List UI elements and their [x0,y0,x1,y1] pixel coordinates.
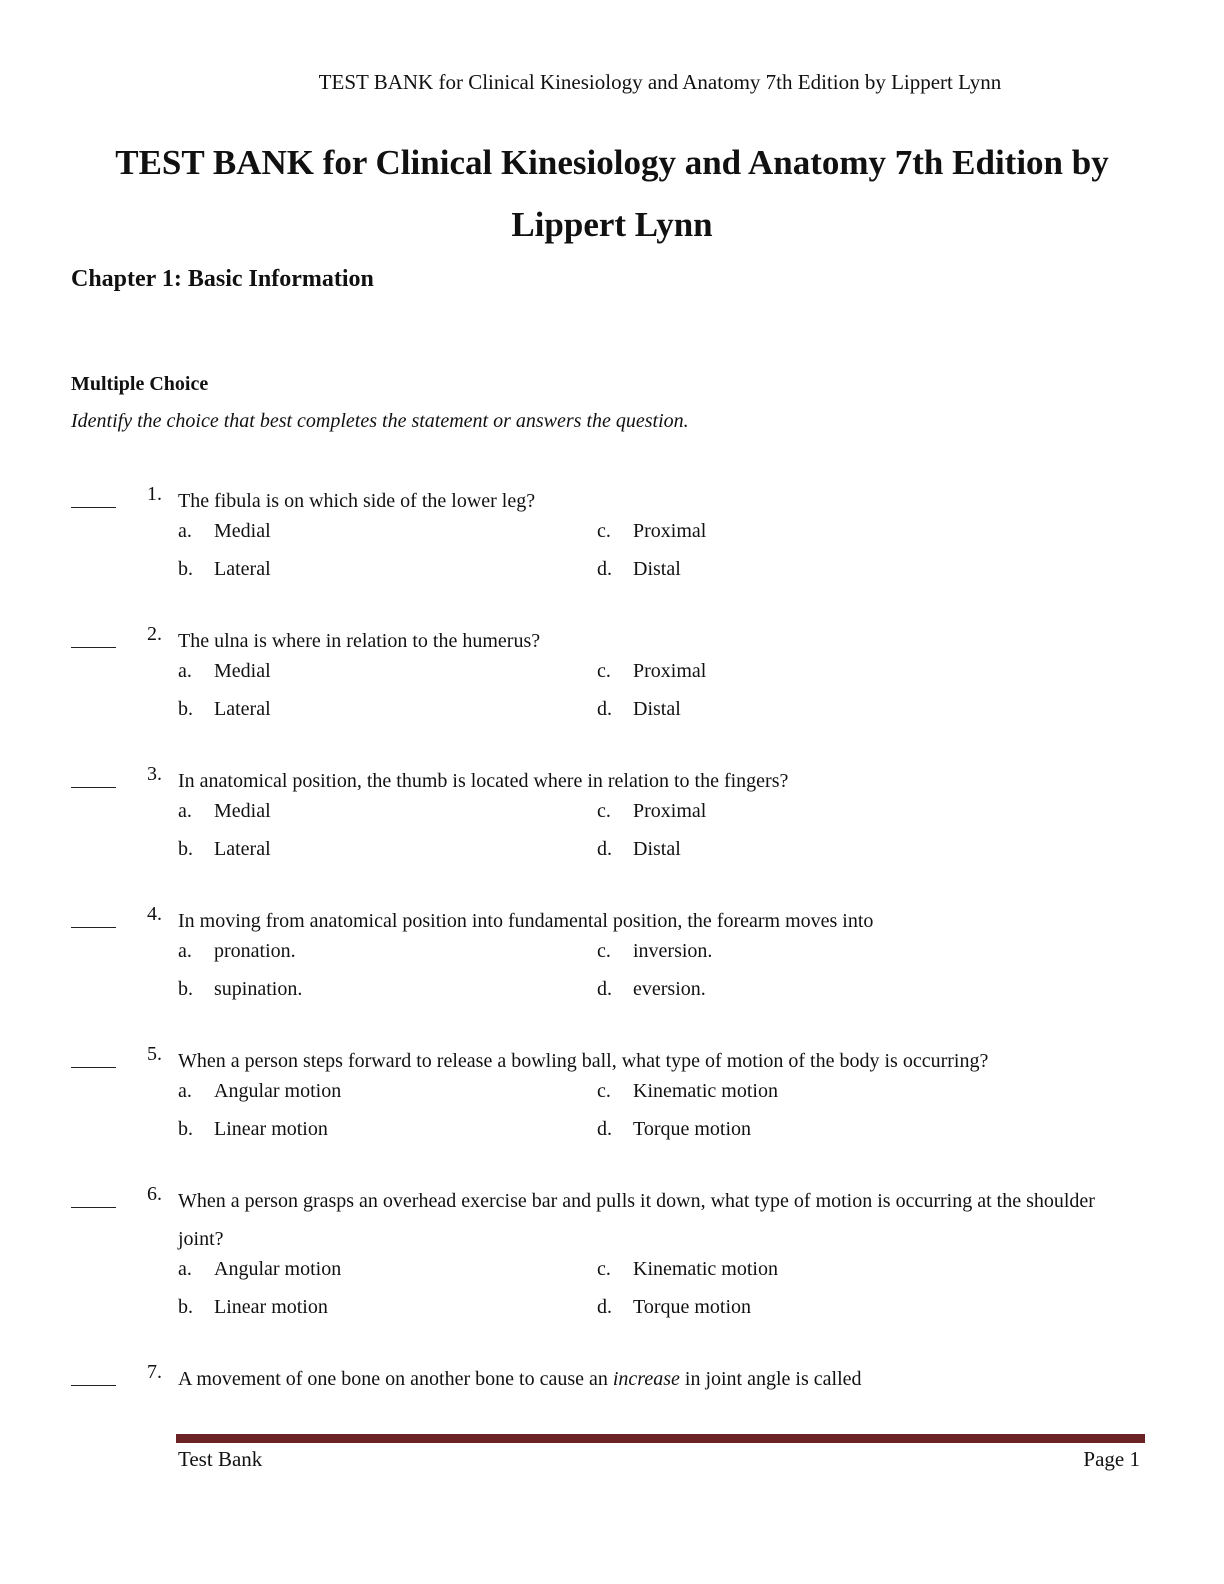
question-number: 2. [147,623,162,645]
option-letter-d: d. [597,558,612,580]
option-a: Angular motion [214,1080,342,1102]
option-d: Distal [633,838,681,860]
answer-blank[interactable] [71,1385,116,1386]
answer-blank[interactable] [71,507,116,508]
option-letter-a: a. [178,1258,192,1280]
option-d: Distal [633,698,681,720]
option-letter-d: d. [597,978,612,1000]
question-text: In moving from anatomical position into fundamental position, the forearm moves into [178,910,874,932]
option-letter-b: b. [178,698,193,720]
answer-blank[interactable] [71,1067,116,1068]
answer-blank[interactable] [71,927,116,928]
option-a: Medial [214,800,271,822]
option-c: Proximal [633,660,707,682]
question-number: 1. [147,483,162,505]
answer-blank[interactable] [71,787,116,788]
option-letter-b: b. [178,1118,193,1140]
question-number: 4. [147,903,162,925]
option-letter-a: a. [178,940,192,962]
option-c: Proximal [633,800,707,822]
option-letter-d: d. [597,698,612,720]
option-letter-c: c. [597,800,611,822]
option-c: inversion. [633,940,713,962]
question-text-emphasis: increase [612,1368,680,1390]
option-letter-a: a. [178,800,192,822]
question-text [178,1361,1138,1399]
option-b: Lateral [214,558,271,580]
question-text: When a person steps forward to release a bowling ball, what type of motion of the body is occurring? [178,1050,989,1072]
question-text: When a person grasps an overhead exercise bar and pulls it down, what type of motion is occurring at the shoulder joint? [178,1190,1095,1250]
option-b: supination. [214,978,303,1000]
option-a: Angular motion [214,1258,342,1280]
option-b: Linear motion [214,1118,328,1140]
question-number: 3. [147,763,162,785]
instruction-text: Identify the choice that best completes the statement or answers the question. [71,410,689,432]
running-header: TEST BANK for Clinical Kinesiology and Anatomy 7th Edition by Lippert Lynn [318,70,1002,94]
option-d: Distal [633,558,681,580]
answer-blank[interactable] [71,647,116,648]
option-letter-c: c. [597,940,611,962]
option-d: eversion. [633,978,706,1000]
option-letter-d: d. [597,838,612,860]
question-number: 7. [147,1361,162,1383]
section-heading: Multiple Choice [71,373,209,395]
option-d: Torque motion [633,1296,752,1318]
option-b: Lateral [214,698,271,720]
option-letter-a: a. [178,520,192,542]
question-3 [0,763,1224,876]
question-text: The ulna is where in relation to the humerus? [178,630,541,652]
option-letter-b: b. [178,838,193,860]
question-number: 6. [147,1183,162,1205]
question-text-before: A movement of one bone on another bone to cause an [178,1368,613,1390]
option-b: Lateral [214,838,271,860]
option-a: pronation. [214,940,296,962]
footer-label: Test Bank [178,1447,263,1471]
option-letter-c: c. [597,1080,611,1102]
option-d: Torque motion [633,1118,752,1140]
option-letter-c: c. [597,520,611,542]
page-number: Page 1 [1083,1447,1140,1471]
option-letter-c: c. [597,1258,611,1280]
option-letter-b: b. [178,1296,193,1318]
question-text-after: in joint angle is called [679,1368,862,1390]
option-letter-c: c. [597,660,611,682]
option-letter-a: a. [178,660,192,682]
option-letter-d: d. [597,1118,612,1140]
option-c: Kinematic motion [633,1080,778,1102]
chapter-heading: Chapter 1: Basic Information [71,266,374,292]
question-4 [0,903,1224,1016]
answer-blank[interactable] [71,1207,116,1208]
question-number: 5. [147,1043,162,1065]
option-letter-a: a. [178,1080,192,1102]
option-letter-d: d. [597,1296,612,1318]
footer-rule [176,1434,1145,1443]
option-b: Linear motion [214,1296,328,1318]
option-c: Kinematic motion [633,1258,778,1280]
option-letter-b: b. [178,978,193,1000]
question-6 [0,1183,1224,1334]
option-letter-b: b. [178,558,193,580]
option-a: Medial [214,520,271,542]
title-line-2: Lippert Lynn [511,205,713,244]
question-1 [0,483,1224,596]
title-line-1: TEST BANK for Clinical Kinesiology and Anatomy 7th Edition by [115,143,1109,182]
option-c: Proximal [633,520,707,542]
question-2 [0,623,1224,736]
question-7 [0,1361,1224,1398]
option-a: Medial [214,660,271,682]
document-title [60,132,1164,256]
question-5 [0,1043,1224,1156]
question-text: The fibula is on which side of the lower leg? [178,490,536,512]
question-text: In anatomical position, the thumb is located where in relation to the fingers? [178,770,789,792]
